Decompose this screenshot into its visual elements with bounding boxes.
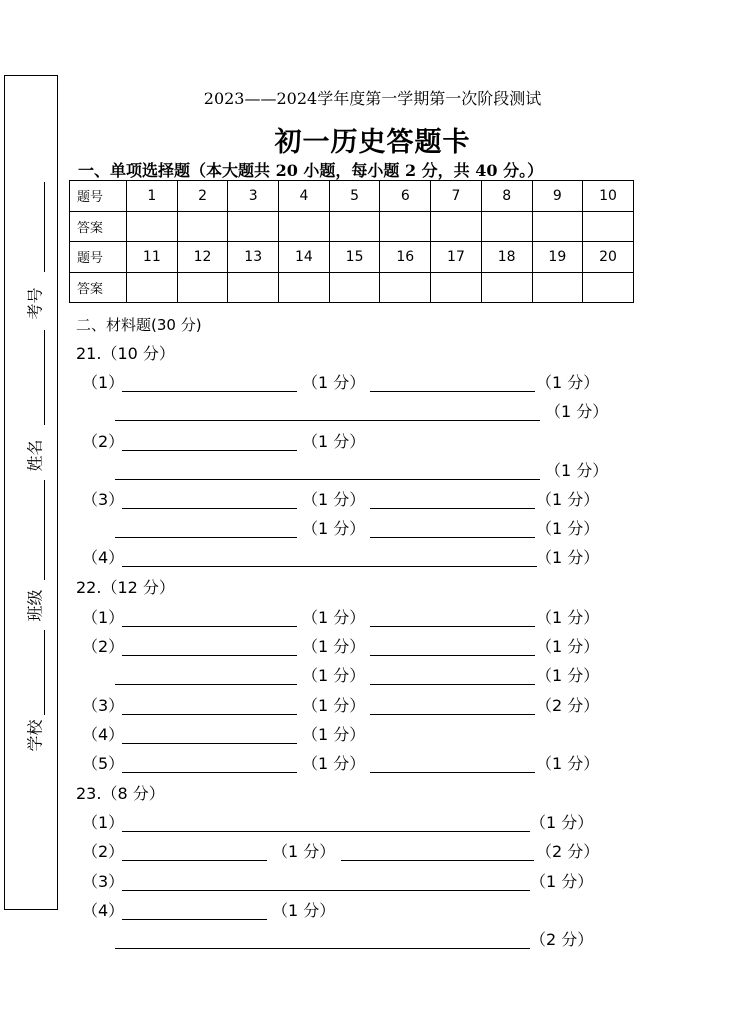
row-label: 题号: [70, 181, 127, 212]
score-label: （1 分）: [545, 461, 609, 480]
score-label: （1 分）: [536, 519, 600, 538]
question-number: 12: [177, 242, 228, 273]
answer-line[interactable]: [370, 714, 535, 715]
question-number: 8: [481, 181, 532, 212]
question-number: 16: [380, 242, 431, 273]
score-label: （1 分）: [545, 402, 609, 421]
part-label: （2）: [82, 637, 125, 656]
score-label: （1 分）: [302, 373, 366, 392]
question-number: 10: [583, 181, 634, 212]
question-number-row: [70, 242, 634, 273]
answer-cell[interactable]: [583, 211, 634, 242]
answer-line[interactable]: [122, 450, 297, 451]
question-number: 3: [228, 181, 279, 212]
answer-row: [70, 272, 634, 303]
answer-cell[interactable]: [177, 211, 228, 242]
answer-line[interactable]: [122, 508, 297, 509]
part-label: （3）: [82, 696, 125, 715]
score-label: （1 分）: [530, 872, 594, 891]
score-label: （1 分）: [536, 548, 600, 567]
exam-title: 2023——2024学年度第一学期第一次阶段测试: [203, 89, 542, 108]
question-number: 2: [177, 181, 228, 212]
score-label: （2 分）: [536, 696, 600, 715]
score-label: （1 分）: [536, 373, 600, 392]
binding-margin-box: [4, 75, 58, 910]
question-number: 4: [279, 181, 330, 212]
answer-line[interactable]: [122, 626, 297, 627]
score-label: （1 分）: [536, 666, 600, 685]
answer-grid: [69, 180, 634, 303]
score-label: （1 分）: [302, 725, 366, 744]
question-number: 9: [532, 181, 583, 212]
part-label: （1）: [82, 608, 125, 627]
answer-cell[interactable]: [329, 272, 380, 303]
score-label: （1 分）: [272, 842, 336, 861]
score-label: （1 分）: [302, 608, 366, 627]
answer-line[interactable]: [370, 391, 535, 392]
answer-line[interactable]: [122, 655, 297, 656]
score-label: （1 分）: [536, 490, 600, 509]
section2-title: 二、材料题(30 分): [76, 316, 202, 334]
question-number: 17: [431, 242, 482, 273]
answer-line[interactable]: [122, 391, 297, 392]
part-label: （3）: [82, 872, 125, 891]
answer-line[interactable]: [122, 890, 530, 891]
score-label: （1 分）: [536, 608, 600, 627]
exam-no-line: [44, 182, 45, 272]
answer-cell[interactable]: [583, 272, 634, 303]
score-label: （1 分）: [302, 696, 366, 715]
answer-line[interactable]: [370, 508, 535, 509]
answer-line[interactable]: [115, 420, 540, 421]
school-line: [44, 630, 45, 715]
score-label: （1 分）: [302, 432, 366, 451]
question-number: 7: [431, 181, 482, 212]
question-number: 14: [279, 242, 330, 273]
answer-line[interactable]: [370, 537, 535, 538]
answer-line[interactable]: [122, 743, 297, 744]
answer-cell[interactable]: [481, 272, 532, 303]
question-number: 1: [127, 181, 178, 212]
part-label: （2）: [82, 842, 125, 861]
answer-cell[interactable]: [481, 211, 532, 242]
answer-cell[interactable]: [279, 272, 330, 303]
answer-cell[interactable]: [380, 272, 431, 303]
answer-line[interactable]: [370, 684, 535, 685]
score-label: （1 分）: [530, 813, 594, 832]
part-label: （4）: [82, 901, 125, 920]
question-number: 19: [532, 242, 583, 273]
question-23-header: 23.（8 分）: [76, 784, 165, 803]
part-label: （3）: [82, 490, 125, 509]
question-number: 20: [583, 242, 634, 273]
part-label: （4）: [82, 725, 125, 744]
answer-line[interactable]: [122, 566, 537, 567]
score-label: （1 分）: [302, 637, 366, 656]
score-label: （2 分）: [536, 842, 600, 861]
answer-cell[interactable]: [431, 211, 482, 242]
score-label: （1 分）: [302, 754, 366, 773]
answer-cell[interactable]: [431, 272, 482, 303]
question-number: 5: [329, 181, 380, 212]
score-label: （1 分）: [272, 901, 336, 920]
answer-line[interactable]: [122, 772, 297, 773]
answer-cell[interactable]: [532, 272, 583, 303]
question-number: 6: [380, 181, 431, 212]
name-label: 姓名: [25, 439, 45, 472]
score-label: （1 分）: [302, 666, 366, 685]
score-label: （2 分）: [530, 930, 594, 949]
answer-line[interactable]: [341, 860, 534, 861]
answer-line[interactable]: [115, 948, 530, 949]
class-line: [44, 480, 45, 580]
answer-cell[interactable]: [329, 211, 380, 242]
question-22-header: 22.（12 分）: [76, 578, 175, 597]
answer-line[interactable]: [122, 831, 530, 832]
answer-cell[interactable]: [380, 211, 431, 242]
part-label: （4）: [82, 548, 125, 567]
part-label: （1）: [82, 373, 125, 392]
score-label: （1 分）: [302, 490, 366, 509]
score-label: （1 分）: [536, 754, 600, 773]
part-label: （1）: [82, 813, 125, 832]
row-label: 答案: [70, 211, 127, 242]
class-label: 班级: [25, 589, 45, 622]
part-label: （5）: [82, 754, 125, 773]
answer-line[interactable]: [115, 479, 540, 480]
answer-line[interactable]: [370, 772, 535, 773]
answer-cell[interactable]: [127, 211, 178, 242]
answer-row: [70, 211, 634, 242]
question-number: 18: [481, 242, 532, 273]
answer-line[interactable]: [122, 919, 267, 920]
row-label: 答案: [70, 272, 127, 303]
answer-card-title: 初一历史答题卡: [274, 127, 471, 158]
answer-cell[interactable]: [279, 211, 330, 242]
answer-cell[interactable]: [228, 211, 279, 242]
answer-line[interactable]: [115, 684, 297, 685]
answer-cell[interactable]: [532, 211, 583, 242]
answer-line[interactable]: [122, 714, 297, 715]
answer-line[interactable]: [370, 655, 535, 656]
answer-cell[interactable]: [177, 272, 228, 303]
answer-line[interactable]: [115, 537, 297, 538]
answer-cell[interactable]: [127, 272, 178, 303]
question-number-row: [70, 181, 634, 212]
score-label: （1 分）: [302, 519, 366, 538]
exam-no-label: 考号: [25, 287, 45, 320]
answer-line[interactable]: [122, 860, 267, 861]
row-label: 题号: [70, 242, 127, 273]
question-number: 15: [329, 242, 380, 273]
name-line: [44, 330, 45, 425]
question-21-header: 21.（10 分）: [76, 344, 175, 363]
part-label: （2）: [82, 432, 125, 451]
answer-cell[interactable]: [228, 272, 279, 303]
school-label: 学校: [25, 719, 45, 752]
question-number: 11: [127, 242, 178, 273]
score-label: （1 分）: [536, 637, 600, 656]
section1-title: 一、单项选择题（本大题共 20 小题，每小题 2 分，共 40 分。）: [78, 161, 544, 180]
answer-line[interactable]: [370, 626, 535, 627]
question-number: 13: [228, 242, 279, 273]
